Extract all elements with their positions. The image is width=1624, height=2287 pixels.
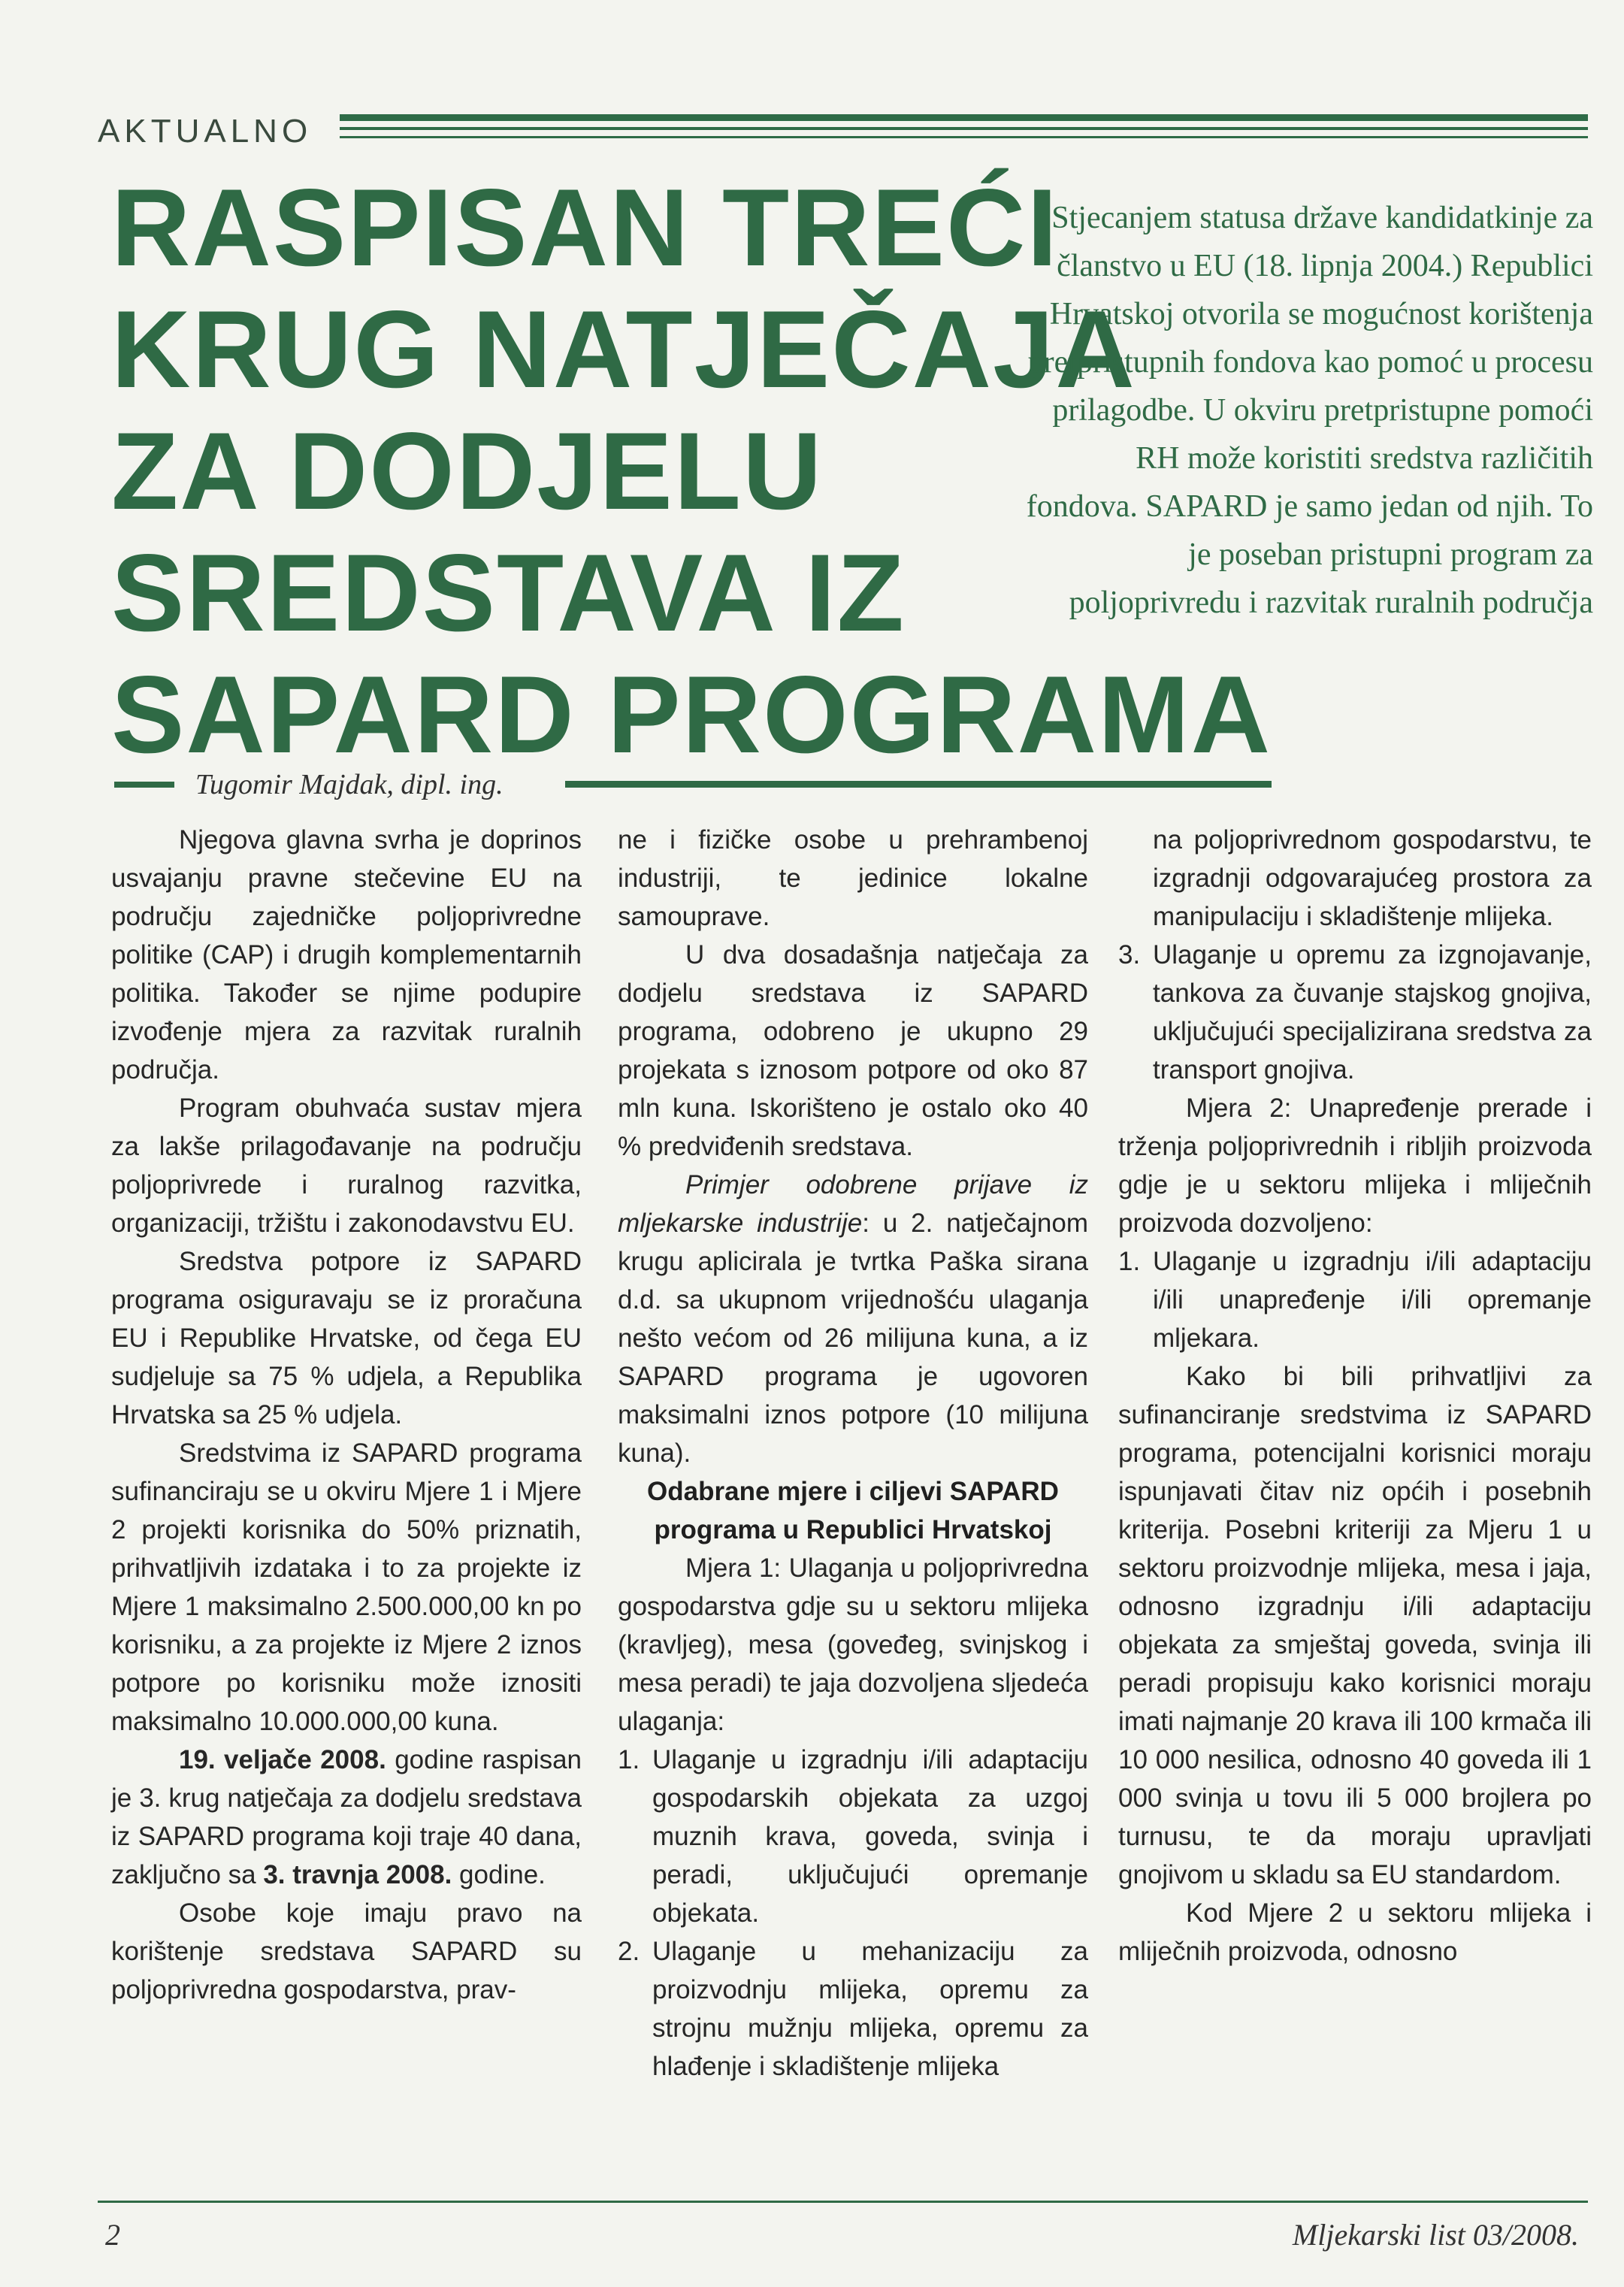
section-heading: Odabrane mjere i ciljevi SAPARD programa u Republici Hrvatskoj [647,1477,1059,1544]
list-item [618,1932,1088,2086]
measure2-list [1118,1242,1592,1357]
publication-name: Mljekarski list 03/2008. [1292,2218,1579,2252]
section-label: AKTUALNO [98,113,313,150]
byline-dash [114,782,174,788]
list-number: 3. [1118,940,1141,970]
paragraph: Sredstva potpore iz SAPARD programa osiguravaju se iz proračuna EU i Republike Hrvatske, od čega EU sudjeluje sa 75 % udjela, a Republika Hrvatska sa 25 % udjela. [111,1247,582,1429]
footer-rule [98,2201,1588,2203]
list-item [1118,821,1592,936]
paragraph [111,1741,582,1894]
list-item [1118,1242,1592,1357]
lead-paragraph: Stjecanjem statusa države kandidatkinje za članstvo u EU (18. lipnja 2004.) Republici Hrvatskoj otvorila se mogućnost korištenja pretpristupnih fondova kao pomoć u procesu prilagodbe. U okviru pretpristupne pomoći RH može koristiti sredstva različitih fondova. SAPARD je samo jedan od njih. To je poseban pristupni program za poljoprivredu i razvitak ruralnih područja [1026,201,1593,620]
paragraph: Mjera 2: Unapređenje prerade i trženja poljoprivrednih i ribljih proizvoda gdje je u sektoru mlijeka i mliječnih proizvoda dozvoljeno: [1118,1094,1592,1238]
headline-line: KRUG NATJEČAJA [111,288,1136,410]
text-run: : u 2. natječajnom krugu aplicirala je tvrtka Paška sirana d.d. sa ukupnom vrijednošću ulaganja nešto većom od 26 milijuna kuna, a iz SAPARD programa je ugovoren maksimalni iznos potpore (10 milijuna kuna). [618,1209,1088,1468]
paragraph [618,1166,1088,1472]
paragraph: U dva dosadašnja natječaja za dodjelu sredstava iz SAPARD programa, odobreno je ukupno 29 projekata s iznosom potpore od oko 87 mln kuna. Iskorišteno je ostalo oko 40 % predviđenih sredstava. [618,940,1088,1161]
byline-row [114,768,1272,806]
text-run: godine raspisan je 3. krug natječaja za dodjelu sredstava iz SAPARD programa koji traje 40 dana, zaključno sa [111,1745,582,1889]
byline: Tugomir Majdak, dipl. ing. [195,769,504,800]
list-item [618,1741,1088,1932]
headline-line: SAPARD PROGRAMA [111,653,1272,776]
list-number: 1. [618,1745,640,1774]
headline [111,166,1272,776]
paragraph: Program obuhvaća sustav mjera za lakše prilagođavanje na području poljoprivrede i ruralnog razvitka, organizaciji, tržištu i zakonodavstvu EU. [111,1094,582,1238]
list-text: Ulaganje u izgradnju i/ili adaptaciju gospodarskih objekata za uzgoj muznih krava, goveda, svinja i peradi, uključujući opremanje objekata. [652,1745,1088,1928]
paragraph: Njegova glavna svrha je doprinos usvajanju pravne stečevine EU na području zajedničke poljoprivredne politike (CAP) i drugih komplementarnih politika. Također se njime podupire izvođenje mjera za razvitak ruralnih područja. [111,825,582,1085]
measure-list [618,1741,1088,2086]
column-2 [618,821,1088,2086]
list-text: Ulaganje u opremu za izgnojavanje, tankova za čuvanje stajskog gnojiva, uključujući specijalizirana sredstva za transport gnojiva. [1153,940,1592,1085]
byline-rule [565,781,1272,788]
headline-line: ZA DODJELU [111,410,824,532]
paragraph: Sredstvima iz SAPARD programa sufinanciraju se u okviru Mjere 1 i Mjere 2 projekti korisnika do 50% priznatih, prihvatljivih izdataka i to za projekte iz Mjere 1 maksimalno 2.500.000,00 kn po korisniku, a za projekte iz Mjere 2 iznos potpore po korisniku može iznositi maksimalno 10.000.000,00 kuna. [111,1438,582,1736]
italic-run: Primjer odobrene prijave iz mljekarske industrije [618,1170,1088,1238]
list-number: 2. [618,1937,640,1966]
paragraph: Kod Mjere 2 u sektoru mlijeka i mliječnih proizvoda, odnosno [1118,1898,1592,1966]
date-bold: 3. travnja 2008. [263,1860,452,1889]
column-1 [111,821,582,2009]
page-number: 2 [105,2218,120,2252]
paragraph: Mjera 1: Ulaganja u poljoprivredna gospodarstva gdje su u sektoru mlijeka (kravljeg), mesa (goveđeg, svinjskog i mesa peradi) te jaja dozvoljena sljedeća ulaganja: [618,1553,1088,1736]
paragraph: Osobe koje imaju pravo na korištenje sredstava SAPARD su poljoprivredna gospodarstva, prav- [111,1898,582,2004]
list-text: na poljoprivrednom gospodarstvu, te izgradnji odgovarajućeg prostora za manipulaciju i skladištenje mlijeka. [1153,825,1592,931]
list-text: Ulaganje u mehanizaciju za proizvodnju mlijeka, opremu za strojnu mužnju mlijeka, opremu za hlađenje i skladištenje mlijeka [652,1937,1088,2081]
list-number: 1. [1118,1247,1141,1276]
date-bold: 19. veljače 2008. [179,1745,386,1774]
paragraph: ne i fizičke osobe u prehrambenoj industriji, te jedinice lokalne samouprave. [618,825,1088,931]
paragraph: Kako bi bili prihvatljivi za sufinanciranje sredstvima iz SAPARD programa, potencijalni korisnici moraju ispunjavati čitav niz općih i posebnih kriterija. Posebni kriteriji za Mjeru 1 u sektoru proizvodnje mlijeka, mesa i jaja, odnosno izgradnju i/ili adaptaciju objekata za smještaj goveda, svinja ili peradi propisuju kako korisnici moraju imati najmanje 20 krava ili 100 krmača ili 10 000 nesilica, odnosno 40 goveda ili 1 000 svinja u tovu ili 5 000 brojlera po turnusu, te da moraju upravljati gnojivom u skladu sa EU standardom. [1118,1362,1592,1889]
list-item [1118,936,1592,1089]
column-3 [1118,821,1592,1971]
measure-list-continued [1118,821,1592,1089]
list-text: Ulaganje u izgradnju i/ili adaptaciju i/ili unapređenje i/ili opremanje mljekara. [1153,1247,1592,1353]
text-run: godine. [452,1860,546,1889]
headline-line: RASPISAN TREĆI [111,166,1060,289]
headline-line: SREDSTAVA IZ [111,531,906,654]
